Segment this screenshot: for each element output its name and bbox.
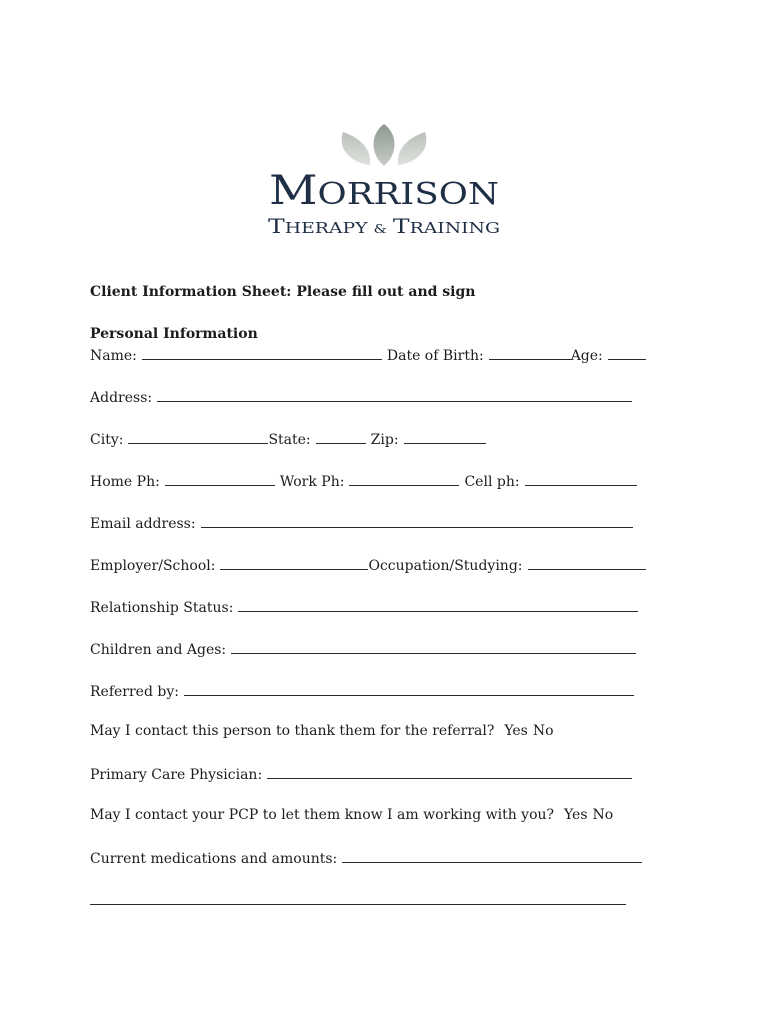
relationship-label: Relationship Status: bbox=[90, 600, 234, 616]
medications-continued-row bbox=[90, 890, 626, 910]
email-label: Email address: bbox=[90, 516, 196, 532]
dob-label: Date of Birth: bbox=[386, 348, 484, 364]
referral-contact-no[interactable]: No bbox=[532, 723, 554, 739]
logo-wordmark: M ORRISON bbox=[269, 168, 471, 214]
pcp-contact-no[interactable]: No bbox=[592, 807, 614, 823]
employer-label: Employer/School: bbox=[90, 558, 216, 574]
home-phone-label: Home Ph: bbox=[90, 474, 160, 490]
relationship-row bbox=[90, 597, 638, 617]
name-field[interactable] bbox=[142, 345, 382, 360]
right-leaf bbox=[398, 132, 427, 165]
age-field[interactable] bbox=[608, 345, 646, 360]
referral-contact-yes[interactable]: Yes bbox=[504, 723, 528, 739]
name-row bbox=[90, 345, 646, 365]
section-heading: Personal Information bbox=[90, 326, 258, 342]
home-phone-field[interactable] bbox=[165, 471, 275, 486]
left-leaf bbox=[342, 132, 371, 165]
address-field[interactable] bbox=[157, 387, 632, 402]
phone-row bbox=[90, 471, 637, 491]
dob-field[interactable] bbox=[489, 345, 571, 360]
pcp-field[interactable] bbox=[267, 764, 632, 779]
pcp-contact-yes[interactable]: Yes bbox=[564, 807, 588, 823]
state-field[interactable] bbox=[316, 429, 366, 444]
medications-field[interactable] bbox=[342, 848, 642, 863]
center-leaf bbox=[374, 124, 395, 166]
work-phone-label: Work Ph: bbox=[279, 474, 345, 490]
email-field[interactable] bbox=[201, 513, 633, 528]
pcp-contact-question: May I contact your PCP to let them know I am working with you? bbox=[90, 807, 555, 823]
email-row bbox=[90, 513, 633, 533]
employer-field[interactable] bbox=[220, 555, 368, 570]
zip-label: Zip: bbox=[370, 432, 399, 448]
age-label: Age: bbox=[570, 348, 603, 364]
employment-row bbox=[90, 555, 646, 575]
referral-contact-question: May I contact this person to thank them for the referral? bbox=[90, 723, 495, 739]
medications-row bbox=[90, 848, 642, 868]
children-field[interactable] bbox=[231, 639, 636, 654]
location-row bbox=[90, 429, 486, 449]
work-phone-field[interactable] bbox=[349, 471, 459, 486]
city-label: City: bbox=[90, 432, 124, 448]
medications-label: Current medications and amounts: bbox=[90, 851, 338, 867]
occupation-field[interactable] bbox=[528, 555, 646, 570]
morrison-logo bbox=[262, 120, 507, 240]
pcp-row bbox=[90, 764, 632, 784]
address-label: Address: bbox=[90, 390, 153, 406]
pcp-contact-row bbox=[90, 806, 613, 824]
children-row bbox=[90, 639, 636, 659]
name-label: Name: bbox=[90, 348, 137, 364]
referred-field[interactable] bbox=[184, 681, 634, 696]
referred-label: Referred by: bbox=[90, 684, 179, 700]
address-row bbox=[90, 387, 632, 407]
logo-tagline: T HERAPY & T RAINING bbox=[268, 214, 482, 238]
referral-row bbox=[90, 681, 634, 701]
relationship-field[interactable] bbox=[238, 597, 638, 612]
pcp-label: Primary Care Physician: bbox=[90, 767, 263, 783]
city-field[interactable] bbox=[128, 429, 268, 444]
children-label: Children and Ages: bbox=[90, 642, 227, 658]
form-title: Client Information Sheet: Please fill out and sign bbox=[90, 284, 476, 300]
zip-field[interactable] bbox=[404, 429, 486, 444]
medications-continued-field[interactable] bbox=[90, 890, 626, 905]
state-label: State: bbox=[268, 432, 311, 448]
cell-phone-label: Cell ph: bbox=[464, 474, 520, 490]
occupation-label: Occupation/Studying: bbox=[368, 558, 523, 574]
referral-contact-row bbox=[90, 722, 554, 740]
cell-phone-field[interactable] bbox=[525, 471, 637, 486]
